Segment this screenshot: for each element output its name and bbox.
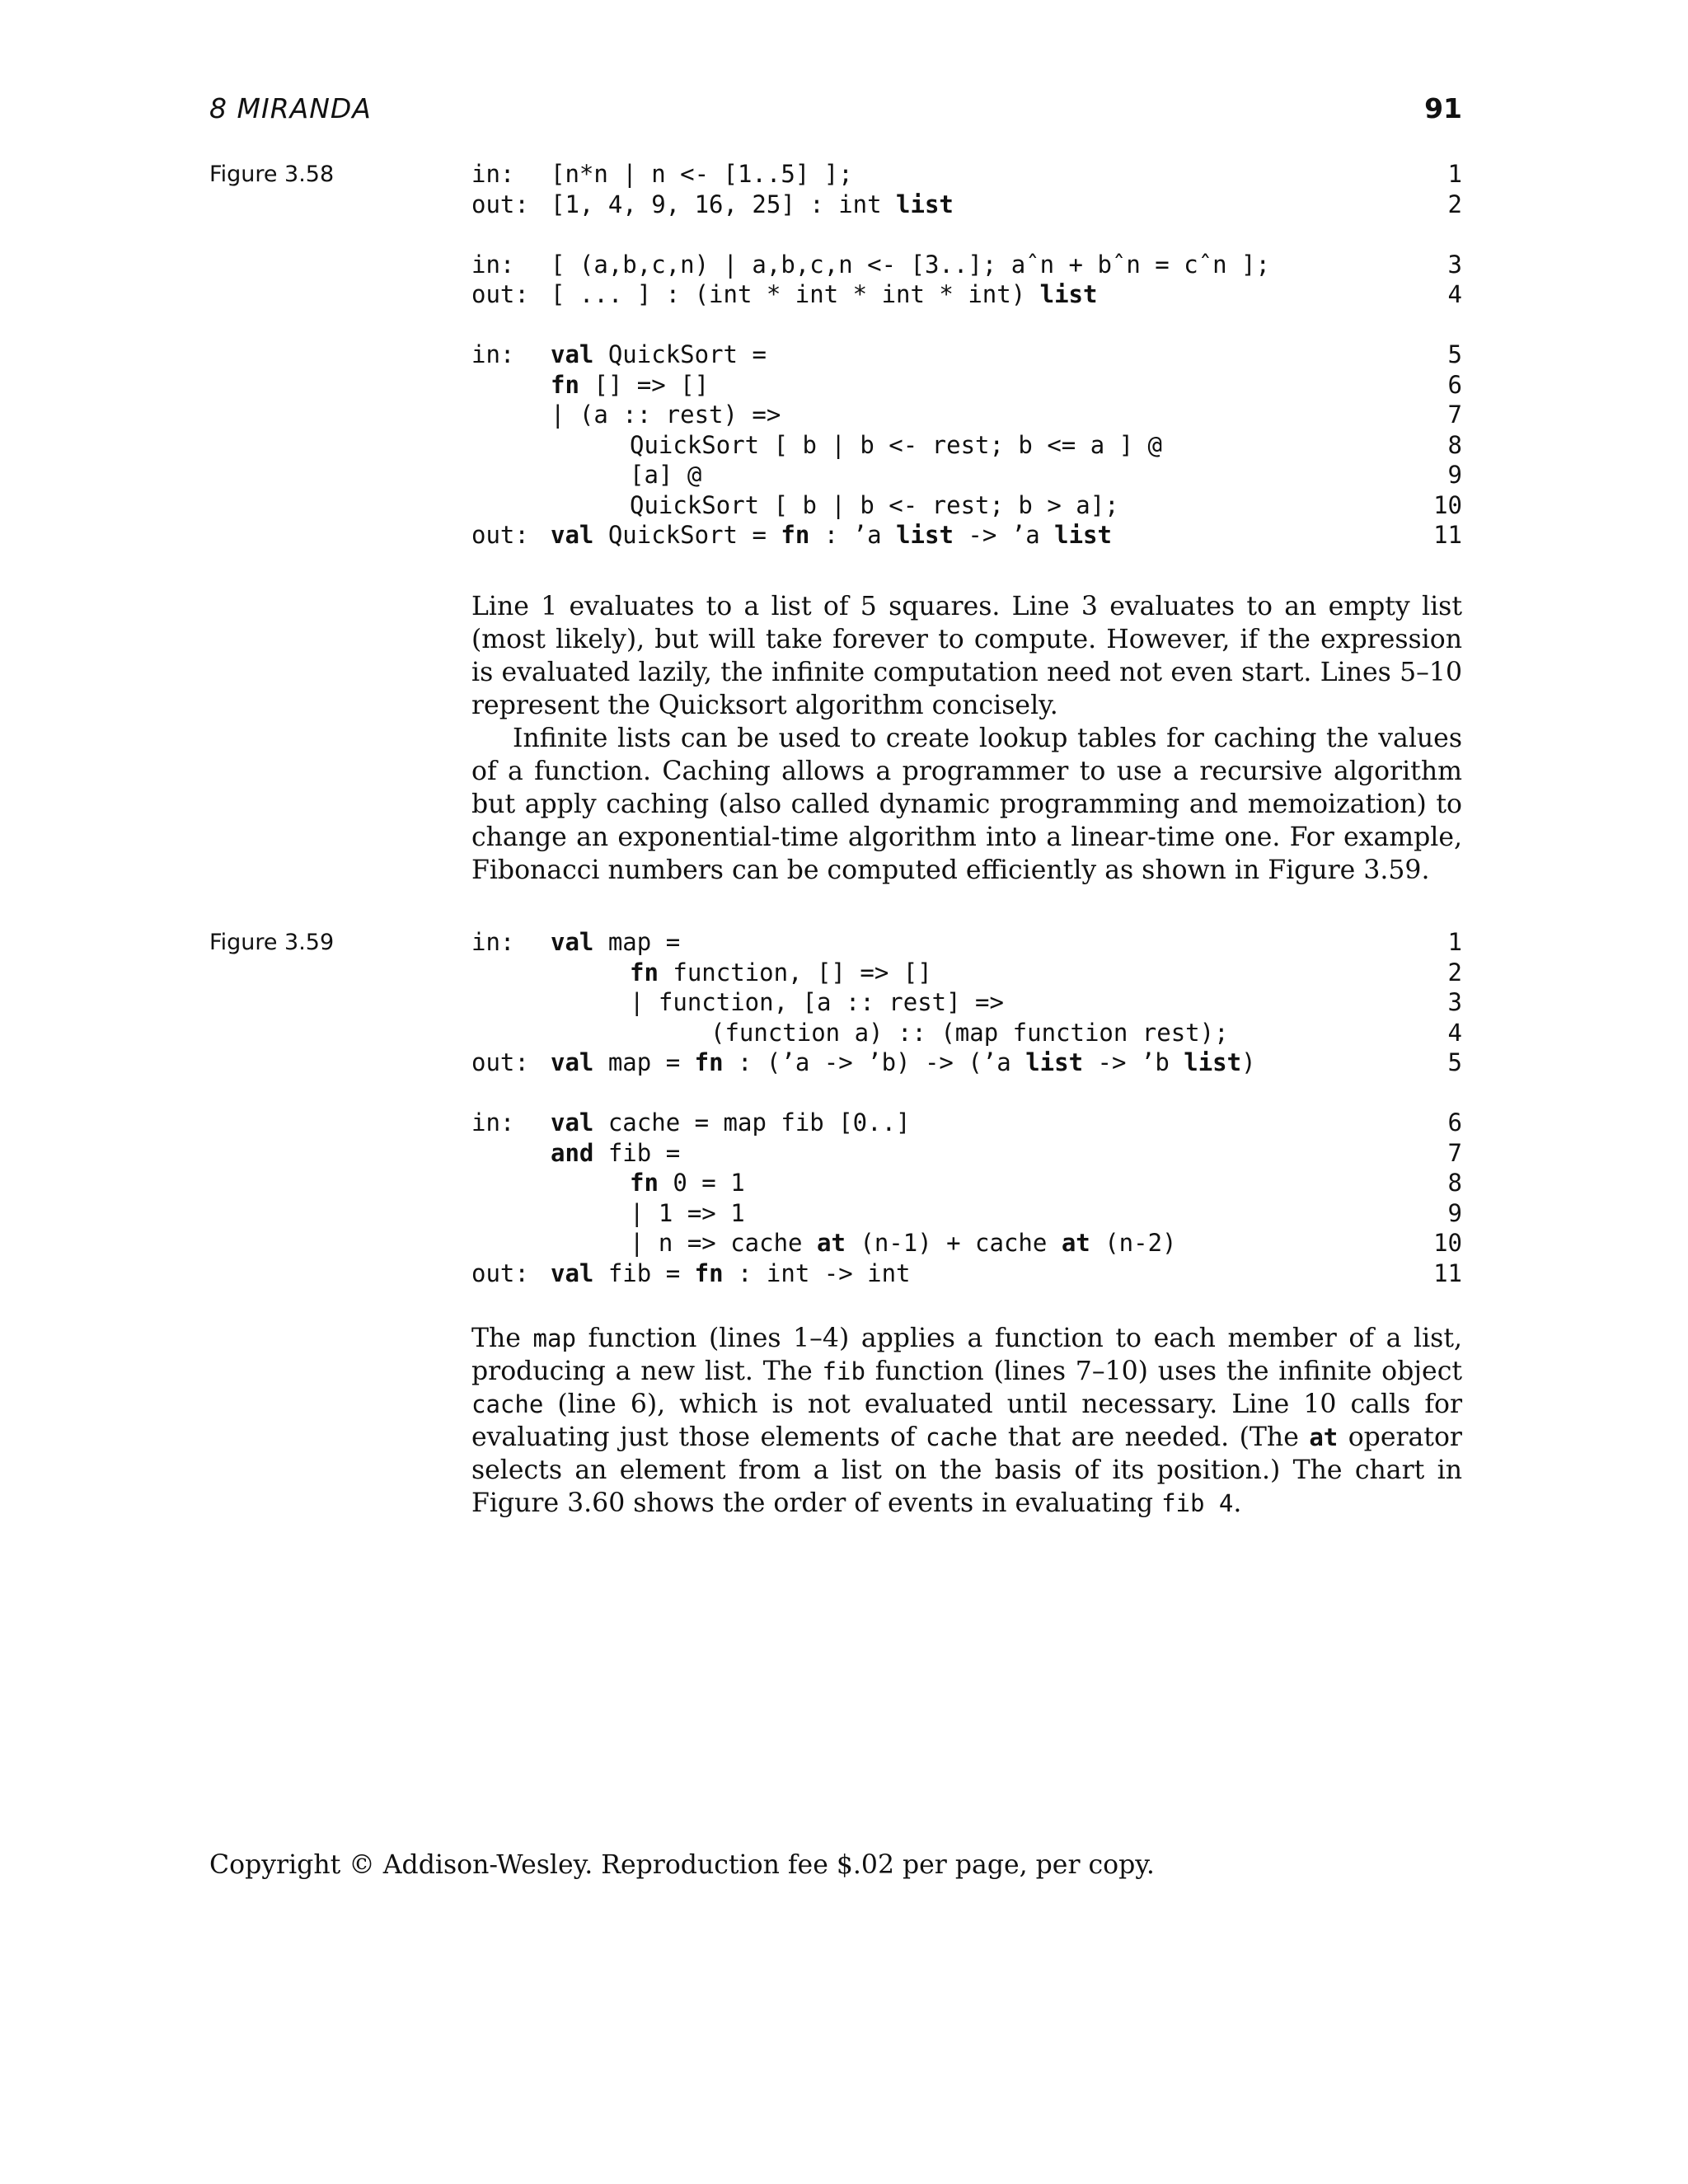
code-token: (function a) :: (map function rest); bbox=[710, 1018, 1229, 1047]
code-text bbox=[630, 1168, 745, 1198]
line-number: 2 bbox=[1447, 190, 1462, 218]
inline-code: fib 4 bbox=[1161, 1489, 1234, 1517]
code-keyword: val bbox=[551, 1108, 594, 1137]
code-text bbox=[630, 958, 932, 988]
text-run: function (lines 7–10) uses the infinite object bbox=[865, 1357, 1462, 1386]
code-text bbox=[551, 1258, 911, 1289]
code-token: [] => [] bbox=[579, 370, 710, 399]
code-text bbox=[630, 1198, 745, 1229]
code-token: [ ... ] : (int * int * int * int) bbox=[551, 280, 1040, 308]
code-listing-figure-3-58 bbox=[471, 159, 1462, 551]
text-run: Line 1 evaluates to a list of 5 squares. Line 3 evaluates to an empty list (most likely), but will take forever to compute. However, if the expression is evaluated lazily, the infinite computation need not even start. Lines 5–10 represent the Quicksort algorithm concisely. bbox=[471, 592, 1462, 720]
inline-code: fib bbox=[822, 1357, 865, 1385]
code-text bbox=[551, 1138, 680, 1169]
code-keyword: val bbox=[551, 521, 594, 549]
code-line bbox=[471, 460, 1462, 490]
code-prompt: out: bbox=[471, 190, 529, 218]
code-token: map = bbox=[593, 1048, 695, 1076]
code-text bbox=[551, 190, 954, 220]
inline-code: cache bbox=[926, 1423, 998, 1451]
paragraph bbox=[471, 590, 1462, 722]
code-line bbox=[471, 159, 1462, 190]
text-run: . bbox=[1233, 1488, 1242, 1518]
code-token: | n => cache bbox=[630, 1229, 817, 1257]
code-line bbox=[471, 1258, 1462, 1289]
code-listing-figure-3-59 bbox=[471, 927, 1462, 1288]
code-token: [1, 4, 9, 16, 25] : int bbox=[551, 190, 897, 218]
code-keyword: at bbox=[1061, 1229, 1090, 1257]
code-text bbox=[710, 1018, 1229, 1048]
code-token: : int -> int bbox=[723, 1258, 911, 1287]
code-token: | 1 => 1 bbox=[630, 1198, 745, 1227]
code-token: : (’a -> ’b) -> (’a bbox=[723, 1048, 1026, 1076]
code-token: [a] @ bbox=[630, 461, 702, 489]
line-number: 4 bbox=[1447, 280, 1462, 308]
line-number: 5 bbox=[1447, 1048, 1462, 1076]
code-line bbox=[471, 1138, 1462, 1169]
code-prompt: in: bbox=[471, 160, 515, 188]
code-text bbox=[630, 490, 1119, 521]
line-number: 11 bbox=[1433, 1258, 1462, 1287]
code-token: QuickSort = bbox=[593, 340, 767, 368]
text-run: function (lines 1–4) applies a function to each member of a list, producing a new list. The bbox=[471, 1324, 1463, 1386]
code-keyword: fn bbox=[551, 370, 579, 399]
code-keyword: fn bbox=[630, 1169, 659, 1197]
code-token: ) bbox=[1241, 1048, 1256, 1076]
code-line bbox=[471, 958, 1462, 988]
text-run: The bbox=[471, 1324, 533, 1353]
code-token: fib = bbox=[593, 1138, 681, 1167]
code-prompt: out: bbox=[471, 280, 529, 308]
figure-label-3-59: Figure 3.59 bbox=[209, 930, 335, 955]
code-line bbox=[471, 370, 1462, 401]
code-token: | (a :: rest) => bbox=[551, 401, 781, 429]
code-line bbox=[471, 1168, 1462, 1198]
paragraph bbox=[471, 1322, 1462, 1520]
line-number: 1 bbox=[1447, 928, 1462, 956]
code-keyword: val bbox=[551, 1048, 594, 1076]
line-number: 2 bbox=[1447, 958, 1462, 987]
code-line bbox=[471, 1198, 1462, 1229]
line-number: 3 bbox=[1447, 250, 1462, 279]
chapter-title: 8 MIRANDA bbox=[209, 92, 372, 124]
text-run: Infinite lists can be used to create lookup tables for caching the values of a function. Caching allows a programmer to use a recursive algorithm but apply caching (also called dynamic programming and memoization) to change an exponential-time algorithm into a linear-time one. For example, Fibonacci numbers can be computed efficiently as shown in Figure 3.59. bbox=[471, 724, 1462, 885]
code-token: QuickSort [ b | b <- rest; b > a]; bbox=[630, 490, 1119, 519]
code-keyword: list bbox=[1184, 1048, 1242, 1076]
line-number: 1 bbox=[1447, 160, 1462, 188]
text-run: (line 6), which is not evaluated until necessary. Line 10 calls for evaluating just those elements of bbox=[471, 1390, 1462, 1452]
code-token: 0 = 1 bbox=[658, 1169, 745, 1197]
code-text bbox=[551, 1047, 1256, 1078]
line-number: 10 bbox=[1433, 490, 1462, 519]
page-number: 91 bbox=[1424, 92, 1462, 124]
line-number: 5 bbox=[1447, 340, 1462, 368]
code-prompt: in: bbox=[471, 250, 515, 279]
code-keyword: val bbox=[551, 1258, 594, 1287]
inline-code: at bbox=[1309, 1423, 1339, 1451]
line-number: 8 bbox=[1447, 430, 1462, 459]
code-token: QuickSort = bbox=[593, 521, 781, 549]
code-token: [ (a,b,c,n) | a,b,c,n <- [3..]; aˆn + bˆn = cˆn ]; bbox=[551, 250, 1270, 279]
code-keyword: val bbox=[551, 928, 594, 956]
code-text bbox=[630, 460, 701, 490]
code-token: function, [] => [] bbox=[658, 958, 932, 987]
code-line bbox=[471, 430, 1462, 461]
code-text bbox=[551, 370, 709, 401]
code-keyword: list bbox=[1025, 1048, 1084, 1076]
code-keyword: list bbox=[1054, 521, 1112, 549]
code-token: map = bbox=[593, 928, 681, 956]
code-token: -> ’a bbox=[953, 521, 1055, 549]
code-line bbox=[471, 340, 1462, 370]
body-text-2 bbox=[471, 1322, 1462, 1520]
code-prompt: in: bbox=[471, 928, 515, 956]
code-text bbox=[630, 430, 1162, 461]
code-line bbox=[471, 190, 1462, 220]
line-number: 7 bbox=[1447, 401, 1462, 429]
code-token: | function, [a :: rest] => bbox=[630, 988, 1004, 1016]
code-keyword: fn bbox=[630, 958, 659, 987]
line-number: 3 bbox=[1447, 988, 1462, 1016]
code-line bbox=[471, 1108, 1462, 1138]
code-keyword: val bbox=[551, 340, 594, 368]
line-number: 8 bbox=[1447, 1169, 1462, 1197]
text-run: that are needed. (The bbox=[997, 1422, 1310, 1452]
code-keyword: fn bbox=[781, 521, 810, 549]
code-prompt: in: bbox=[471, 340, 515, 368]
code-line bbox=[471, 400, 1462, 430]
body-text-1 bbox=[471, 590, 1462, 887]
line-number: 11 bbox=[1433, 521, 1462, 549]
code-line bbox=[471, 1228, 1462, 1258]
code-line bbox=[471, 927, 1462, 958]
code-keyword: list bbox=[896, 521, 954, 549]
code-text bbox=[551, 340, 767, 370]
text-run: operator selects an element from a list on the basis of its position.) The chart in Figure 3.60 shows the order of events in evaluating bbox=[471, 1422, 1462, 1518]
code-line bbox=[471, 250, 1462, 280]
code-token: : ’a bbox=[809, 521, 897, 549]
code-token: -> ’b bbox=[1083, 1048, 1184, 1076]
code-text bbox=[551, 159, 853, 190]
code-token: (n-2) bbox=[1090, 1229, 1177, 1257]
line-number: 7 bbox=[1447, 1138, 1462, 1167]
code-text bbox=[630, 987, 1004, 1018]
code-keyword: list bbox=[1039, 280, 1098, 308]
code-token: cache = map fib [0..] bbox=[593, 1108, 911, 1137]
paragraph bbox=[471, 722, 1462, 887]
code-prompt: in: bbox=[471, 1108, 515, 1137]
code-keyword: at bbox=[816, 1229, 846, 1257]
code-line bbox=[471, 490, 1462, 521]
code-line bbox=[471, 1047, 1462, 1078]
code-token: (n-1) + cache bbox=[845, 1229, 1062, 1257]
code-keyword: fn bbox=[694, 1048, 724, 1076]
inline-code: map bbox=[532, 1324, 576, 1352]
code-text bbox=[551, 520, 1112, 551]
line-number: 9 bbox=[1447, 461, 1462, 489]
code-text bbox=[551, 1108, 911, 1138]
code-keyword: and bbox=[551, 1138, 594, 1167]
code-prompt: out: bbox=[471, 521, 529, 549]
code-token: [n*n | n <- [1..5] ]; bbox=[551, 160, 853, 188]
code-text bbox=[551, 250, 1270, 280]
code-prompt: out: bbox=[471, 1048, 529, 1076]
code-text bbox=[551, 400, 781, 430]
line-number: 10 bbox=[1433, 1229, 1462, 1257]
line-number: 4 bbox=[1447, 1018, 1462, 1047]
line-number: 6 bbox=[1447, 1108, 1462, 1137]
code-token: QuickSort [ b | b <- rest; b <= a ] @ bbox=[630, 430, 1163, 459]
running-head bbox=[209, 92, 1462, 134]
line-number: 9 bbox=[1447, 1198, 1462, 1227]
code-line bbox=[471, 279, 1462, 310]
figure-label-3-58: Figure 3.58 bbox=[209, 162, 335, 187]
code-text bbox=[630, 1228, 1177, 1258]
copyright-notice: Copyright © Addison-Wesley. Reproduction fee $.02 per page, per copy. bbox=[209, 1850, 1155, 1880]
inline-code: cache bbox=[471, 1390, 544, 1418]
code-prompt: out: bbox=[471, 1258, 529, 1287]
code-line bbox=[471, 1018, 1462, 1048]
code-keyword: list bbox=[896, 190, 954, 218]
code-keyword: fn bbox=[694, 1258, 724, 1287]
code-token: fib = bbox=[593, 1258, 695, 1287]
code-line bbox=[471, 520, 1462, 551]
line-number: 6 bbox=[1447, 370, 1462, 399]
code-line bbox=[471, 987, 1462, 1018]
code-text bbox=[551, 279, 1097, 310]
code-text bbox=[551, 927, 680, 958]
